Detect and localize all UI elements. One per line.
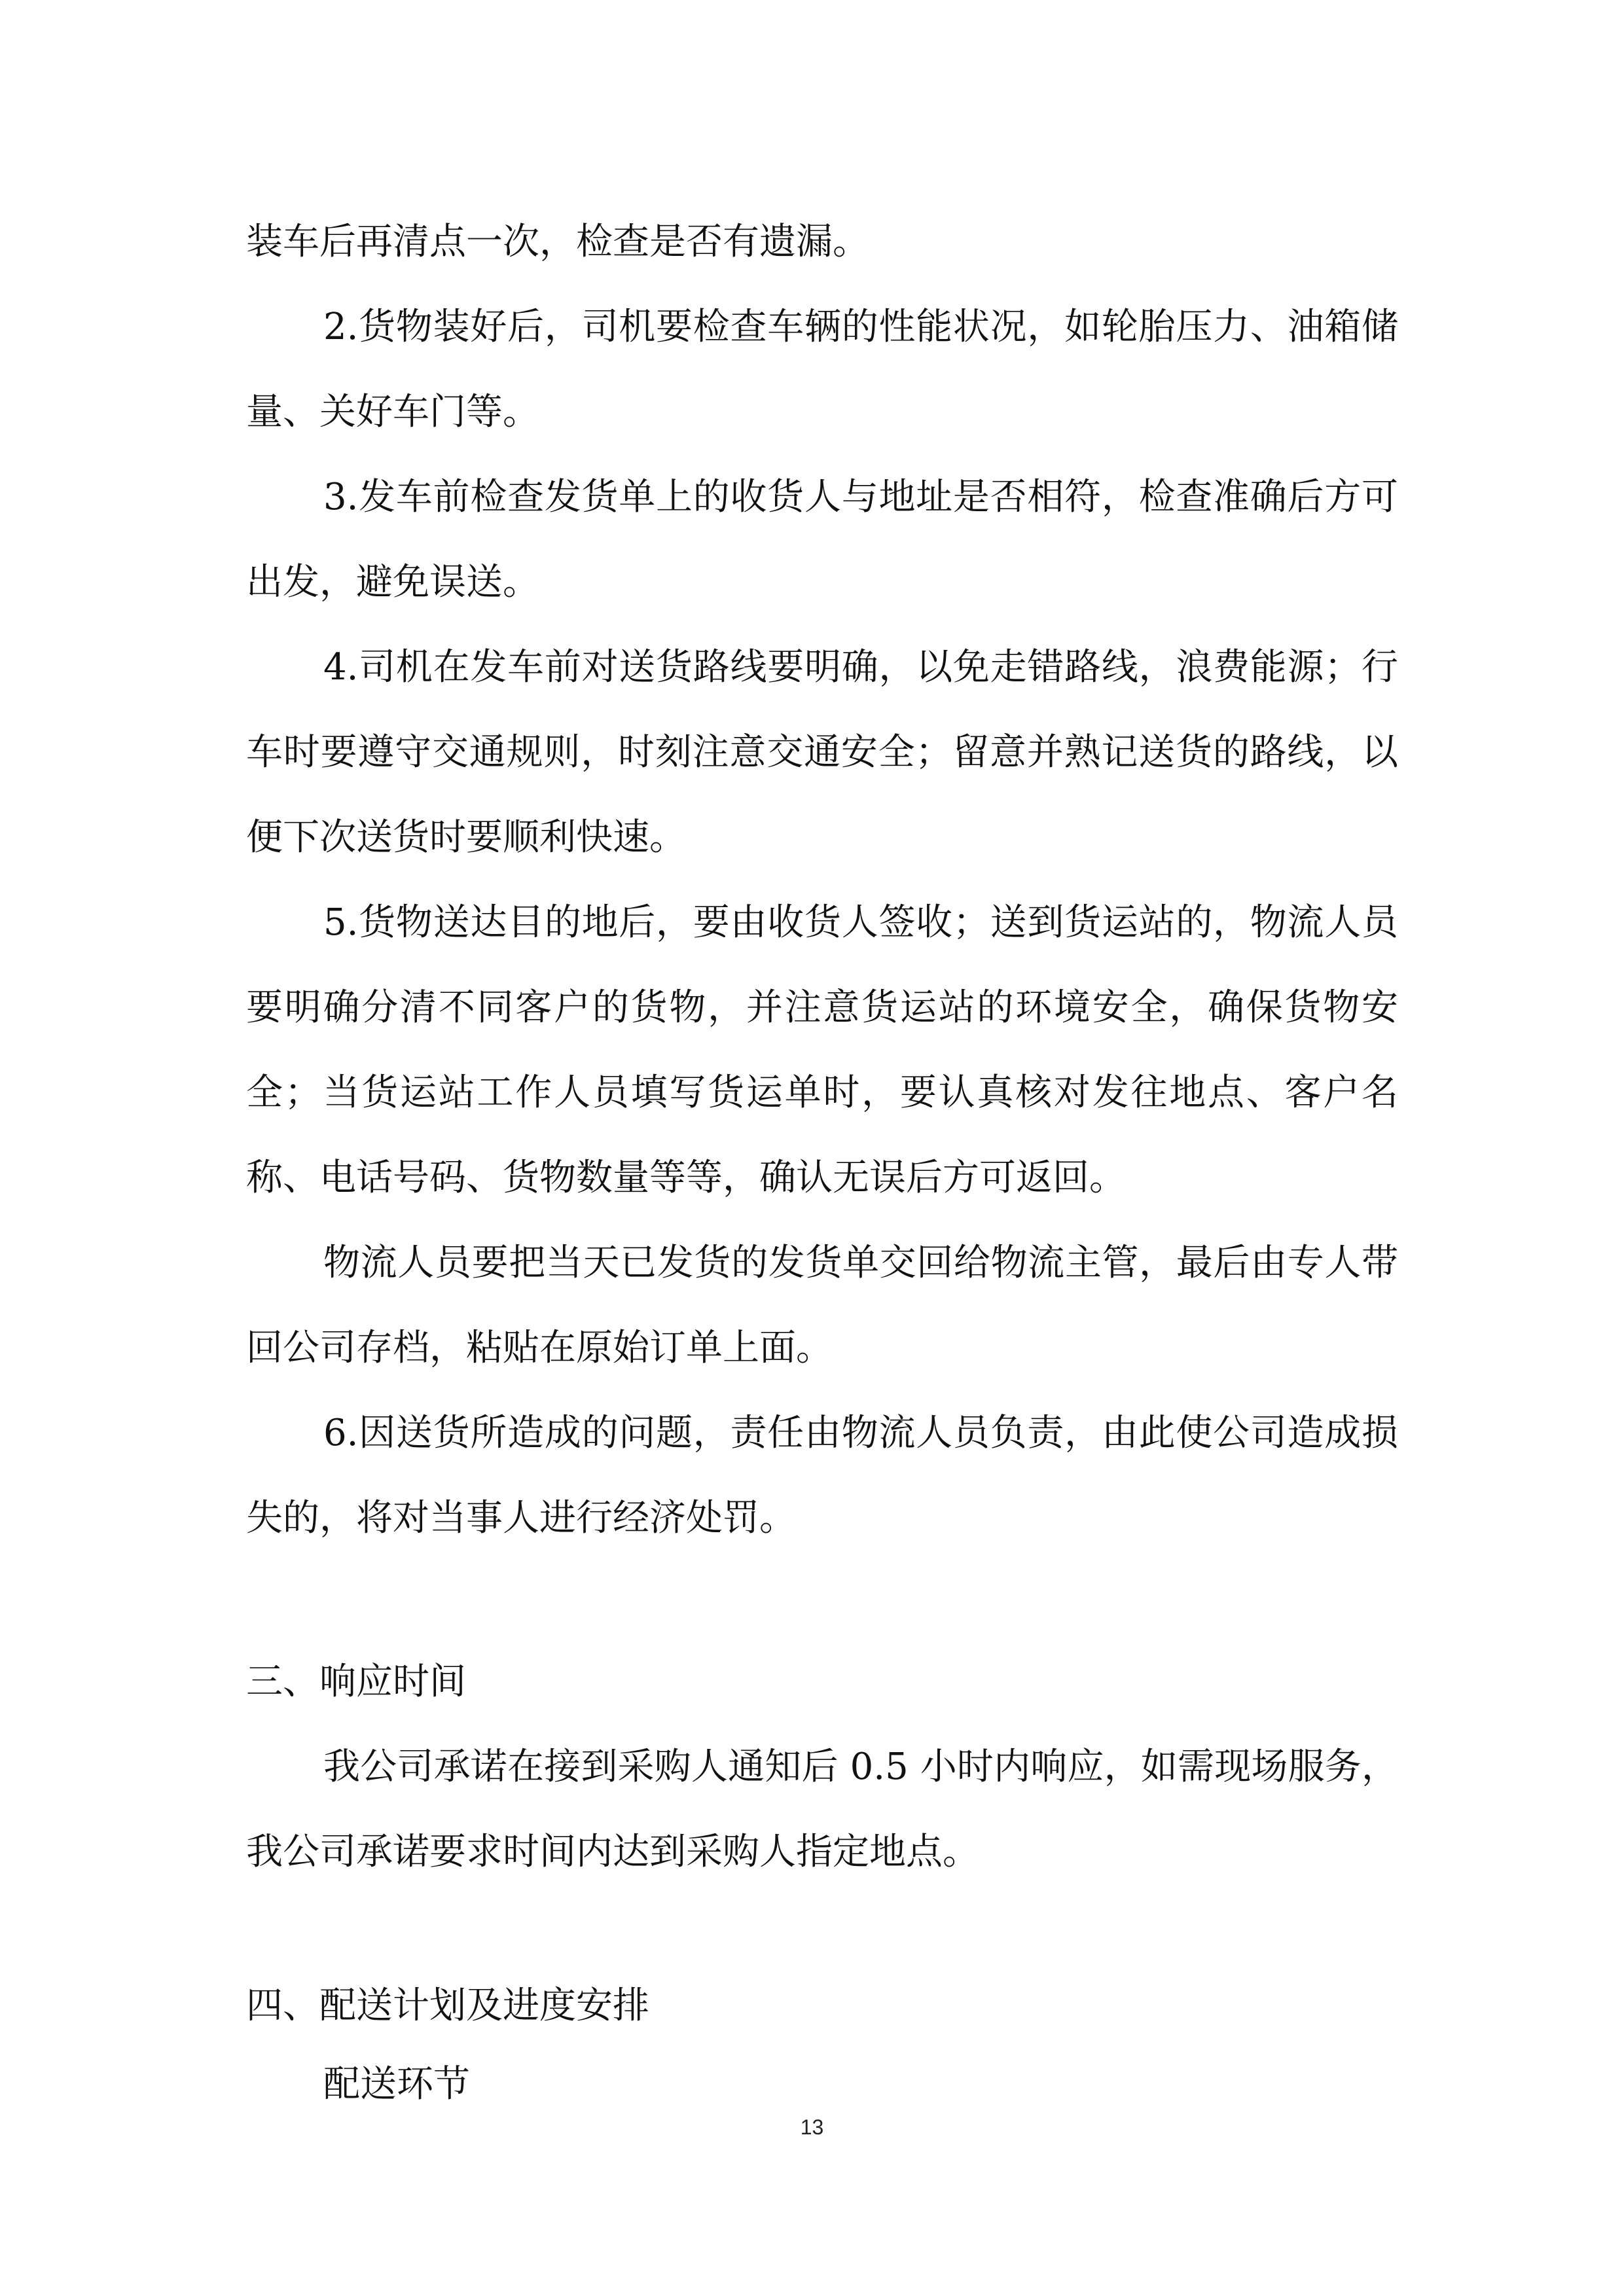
paragraph-item-3: 3.发车前检查发货单上的收货人与地址是否相符，检查准确后方可出发，避免误送。 [246,476,1398,603]
paragraph-continuation: 装车后再清点一次，检查是否有遗漏。 [246,221,869,263]
paragraph-item-6: 6.因送货所造成的问题，责任由物流人员负责，由此使公司造成损失的，将对当事人进行经济处罚。 [246,1412,1398,1539]
paragraph-item-5: 5.货物送达目的地后，要由收货人签收；送到货运站的，物流人员要明确分清不同客户的货物，并注意货运站的环境安全，确保货物安全；当货运站工作人员填写货运单时，要认真核对发往地点、客户名称、电话号码、货物数量等等，确认无误后方可返回。 [246,901,1398,1199]
section-3-body: 我公司承诺在接到采购人通知后 0.5 小时内响应，如需现场服务，我公司承诺要求时间内达到采购人指定地点。 [246,1746,1398,1873]
paragraph-item-4: 4.司机在发车前对送货路线要明确，以免走错路线，浪费能源；行车时要遵守交通规则，时刻注意交通安全；留意并熟记送货的路线，以便下次送货时要顺利快速。 [246,646,1398,859]
section-4-heading: 四、配送计划及进度安排 [246,1984,649,2027]
paragraph-item-2: 2.货物装好后，司机要检查车辆的性能状况，如轮胎压力、油箱储量、关好车门等。 [246,306,1398,433]
section-4-subheading: 配送环节 [323,2063,470,2106]
page-number: 13 [800,2115,824,2139]
section-3-heading: 三、响应时间 [246,1660,466,1703]
paragraph-logistics-note: 物流人员要把当天已发货的发货单交回给物流主管，最后由专人带回公司存档，粘贴在原始订单上面。 [246,1242,1398,1369]
